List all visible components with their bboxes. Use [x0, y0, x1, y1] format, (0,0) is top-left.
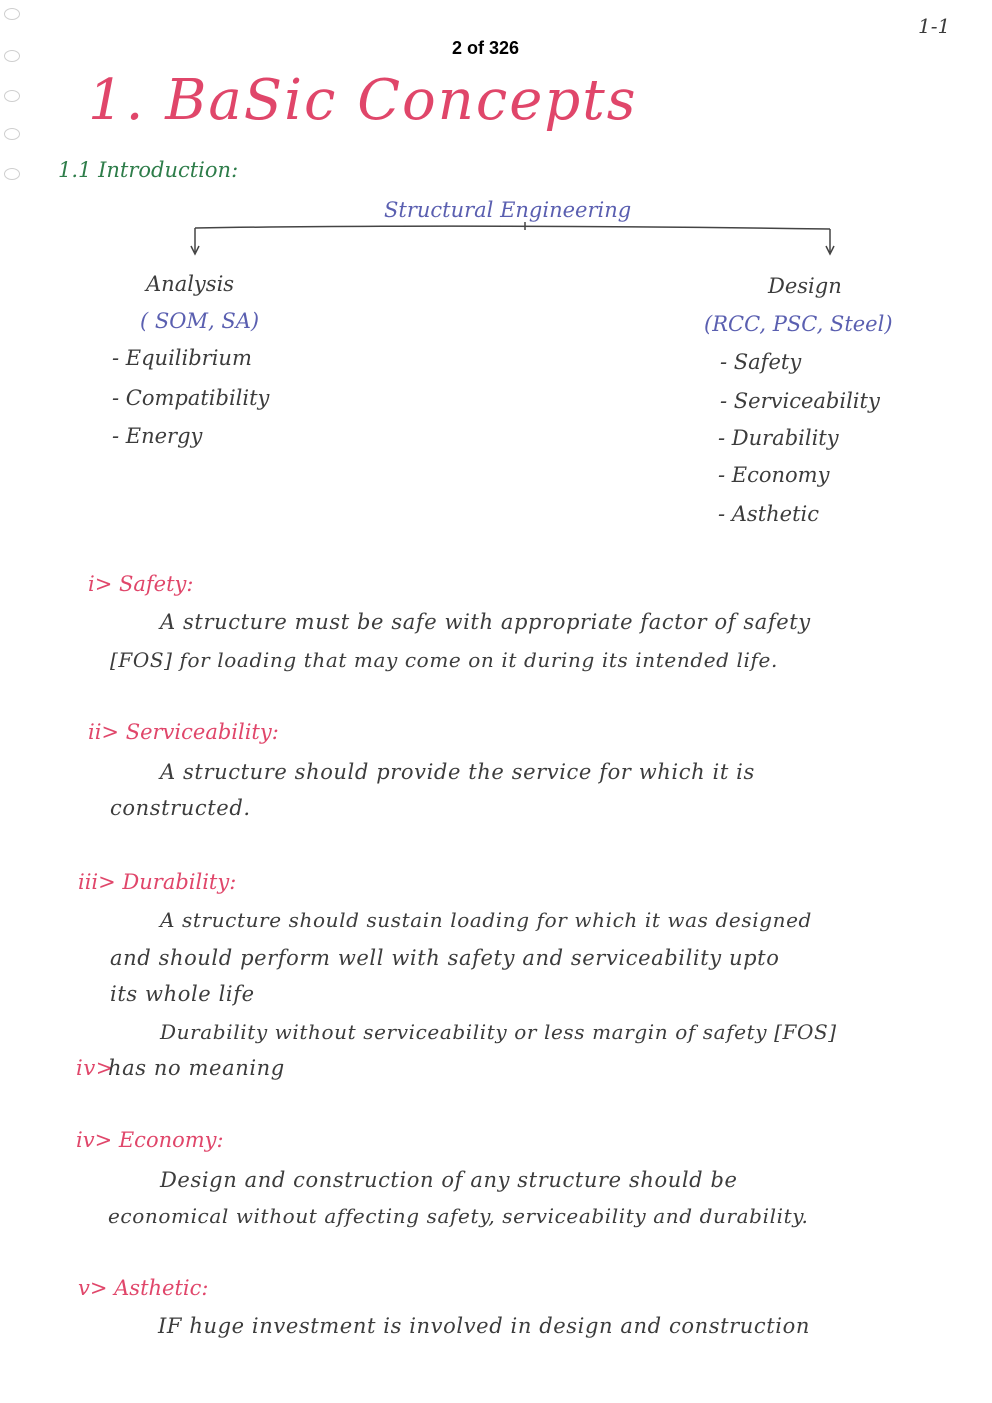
- analysis-title: Analysis: [146, 272, 235, 296]
- design-item: - Asthetic: [718, 502, 820, 526]
- binder-hole: [4, 128, 20, 140]
- analysis-item: - Equilibrium: [112, 346, 252, 370]
- intro-heading: 1.1 Introduction:: [58, 158, 239, 182]
- durability-line: Durability without serviceability or less margin of safety [FOS]: [160, 1020, 837, 1044]
- durability-heading: iii> Durability:: [78, 870, 237, 894]
- economy-line: economical without affecting safety, serviceability and durability.: [108, 1204, 809, 1228]
- safety-line: A structure must be safe with appropriate factor of safety: [160, 610, 811, 634]
- durability-line: and should perform well with safety and serviceability upto: [110, 946, 780, 970]
- design-subtitle: (RCC, PSC, Steel): [704, 312, 893, 336]
- analysis-item: - Energy: [112, 424, 203, 448]
- page-number: 1-1: [918, 14, 951, 38]
- economy-line: Design and construction of any structure should be: [160, 1168, 738, 1192]
- durability-line: A structure should sustain loading for which it was designed: [160, 908, 812, 932]
- durability-line: its whole life: [110, 982, 255, 1006]
- binder-hole: [4, 90, 20, 102]
- analysis-subtitle: ( SOM, SA): [140, 309, 260, 333]
- design-item: - Safety: [720, 350, 802, 374]
- page-title: 1. BaSic Concepts: [88, 68, 638, 133]
- design-item: - Economy: [718, 463, 830, 487]
- asthetic-line: IF huge investment is involved in design and construction: [158, 1314, 810, 1338]
- durability-line: has no meaning: [108, 1056, 285, 1080]
- serviceability-line: A structure should provide the service for which it is: [160, 760, 755, 784]
- durability-margin-mark: iv>: [76, 1056, 114, 1080]
- safety-heading: i> Safety:: [88, 572, 194, 596]
- serviceability-heading: ii> Serviceability:: [88, 720, 279, 744]
- diagram-root: Structural Engineering: [384, 198, 632, 222]
- design-item: - Durability: [718, 426, 839, 450]
- safety-line: [FOS] for loading that may come on it during its intended life.: [110, 648, 778, 672]
- asthetic-heading: v> Asthetic:: [78, 1276, 209, 1300]
- binder-hole: [4, 168, 20, 180]
- analysis-item: - Compatibility: [112, 386, 270, 410]
- binder-hole: [4, 50, 20, 62]
- design-item: - Serviceability: [720, 389, 880, 413]
- page-counter: 2 of 326: [452, 38, 520, 58]
- serviceability-line: constructed.: [110, 796, 251, 820]
- binder-hole: [4, 8, 20, 20]
- diagram-branch-lines: [180, 222, 860, 262]
- economy-heading: iv> Economy:: [76, 1128, 224, 1152]
- design-title: Design: [768, 274, 842, 298]
